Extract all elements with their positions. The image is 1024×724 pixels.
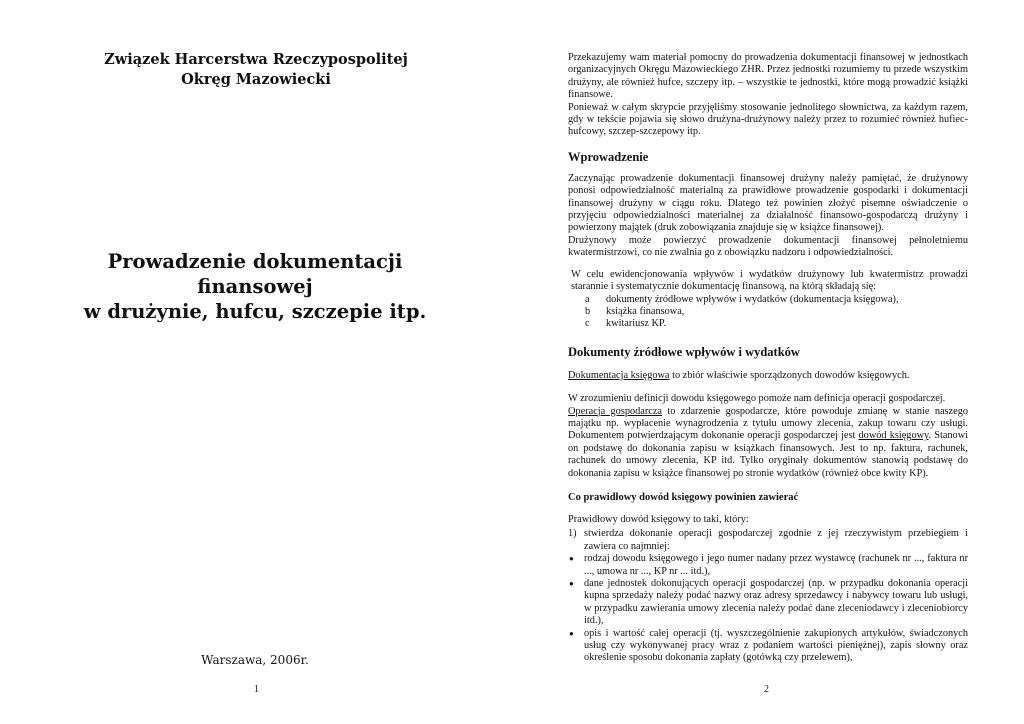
list-item-text: kwitariusz KP. (606, 318, 667, 330)
bullet-text: dane jednostek dokonujących operacji gospodarczej (np. w przypadku dokonania operacji kupna sprzedaży należy podać nazwy oraz adresy sprzedawcy i nabywcy towaru lub usługi, w przypadku zawierania umowy zlecenia należy podać dane zleceniodawcy i zleceniobiorcy itd.), (584, 578, 968, 627)
dowod-paragraph-intro: W zrozumieniu definicji dowodu księgowego pomoże nam definicja operacji gospodarczej. (568, 393, 946, 405)
bullet-text: rodzaj dowodu księgowego i jego numer nadany przez wystawcę (rachunek nr ..., faktura nr ..., umowa nr ..., KP nr ... itd.), (584, 553, 968, 577)
list-item (582, 306, 968, 318)
term-operacja-gospodarcza: Operacja gospodarcza (568, 405, 662, 417)
intro-paragraph-2: Ponieważ w całym skrypcie przyjęliśmy stosowanie jednolitego słownictwa, za każdym razem, gdy w tekście pojawia się słowo drużyna-drużynowy należy przez to rozumieć również hufiec-hufcowy, szczep-szczepowy itp. (568, 101, 968, 138)
title-line-2: finansowej (197, 275, 313, 298)
org-line-1: Związek Harcerstwa Rzeczypospolitej (104, 51, 408, 68)
title-line-3: w drużynie, hufcu, szczepie itp. (83, 300, 427, 323)
list-item-text: książka finansowa, (606, 305, 685, 317)
definition-text: to zbiór właściwie sporządzonych dowodów księgowych. (669, 369, 910, 381)
bullet-dot-icon: ● (569, 628, 574, 638)
intro-paragraph-1: Przekazujemy wam materiał pomocny do prowadzenia dokumentacji finansowej w jednostkach organizacyjnych Okręgu Mazowieckiego ZHR. Przez jednostki rozumiemy tu przede wszystkim drużyny, ale również hufce, szczepy itp. – wszystkie te jednostki, które mogą prowadzić książki finansowe. (568, 52, 968, 101)
document-title (60, 249, 450, 324)
list-item-label: b (585, 305, 591, 317)
place-date: Warszawa, 2006r. (201, 653, 309, 667)
wprowadzenie-paragraph-3: W celu ewidencjonowania wpływów i wydatków drużynowy lub kwatermistrz prowadzi starannie i systematycznie dokumentację finansową, na którą składają się: (571, 268, 968, 293)
heading-dokumenty-zrodlowe: Dokumenty źródłowe wpływów i wydatków (568, 344, 800, 359)
heading-co-powinien-zawierac: Co prawidłowy dowód księgowy powinien zawierać (568, 491, 799, 503)
organization-name (96, 50, 416, 90)
term-dokumentacja-ksiegowa: Dokumentacja księgowa (568, 369, 670, 381)
wprowadzenie-paragraph-2: Drużynowy może powierzyć prowadzenie dokumentacji finansowej pełnoletniemu kwatermistrzowi, co nie zwalnia go z obowiązku nadzoru i odpowiedzialności. (568, 234, 968, 259)
documentation-list (568, 294, 968, 331)
bullet-text: opis i wartość całej operacji (tj. wyszczególnienie zakupionych artykułów, świadczonych usług czy wykonywanej pracy wraz z podaniem wartości pieniężnej), zapis słowny oraz określenie sposobu dokonania zapłaty (gotówką czy przelewem), (584, 627, 968, 664)
right-page-content (568, 52, 968, 665)
co-intro: Prawidłowy dowód księgowy to taki, który: (568, 513, 749, 525)
bullet-item (568, 553, 968, 578)
org-line-2: Okręg Mazowiecki (181, 71, 331, 88)
list-item (582, 318, 968, 330)
numbered-item-text: stwierdza dokonanie operacji gospodarczej zgodnie z jej rzeczywistym przebiegiem i zawiera co najmniej: (584, 528, 968, 552)
dowod-text: . Stanowi on podstawę do dokonania zapisu w książkach finansowych. Jest to np. faktura, rachunek, rachunek do umowy zlecenia, KP itd. Tylko oryginały dokumentów stanowią podstawę do dokonania zapisu w książce finansowej po stronie wydatków (również obce kwity KP). (568, 430, 968, 479)
dokumentacja-definition (568, 370, 968, 382)
list-item-label: a (585, 293, 590, 305)
title-line-1: Prowadzenie dokumentacji (107, 250, 403, 273)
dowod-paragraph (568, 406, 968, 480)
page-number-left: 1 (254, 684, 259, 695)
term-dowod-ksiegowy: dowód księgowy (858, 430, 929, 442)
wprowadzenie-paragraph-1: Zaczynając prowadzenie dokumentacji finansowej drużyny należy pamiętać, że drużynowy ponosi odpowiedzialność materialną za prawidłowe prowadzenie gospodarki i dokumentacji finansowej drużyny w ciągu roku. Dlatego też powinien złożyć pisemne oświadczenie o przyjęciu odpowiedzialności materialnej za działalność finansowo-gospodarczą drużyny i powierzony majątek (druk zobowiązania znajduje się w książce finansowej). (568, 172, 968, 234)
numbered-item-label: 1) (568, 528, 577, 540)
bullet-dot-icon: ● (569, 579, 574, 588)
list-item-label: c (585, 318, 590, 330)
list-item-text: dokumenty źródłowe wpływów i wydatków (dokumentacja księgowa), (606, 293, 899, 305)
bullet-item (568, 578, 968, 628)
heading-wprowadzenie: Wprowadzenie (568, 149, 649, 164)
numbered-item (568, 528, 968, 553)
bullet-dot-icon: ● (569, 554, 574, 564)
bullet-item (568, 628, 968, 665)
operacja-text: to zdarzenie gospodarcze, które powoduje zmianę w stanie naszego majątku np. wypłacenie wynagrodzenia z tytułu umowy zlecenia, zakup towaru czy usługi. Dokumentem potwierdzającym dokonanie operacji gospodarczej jest (568, 405, 968, 442)
page-number-right: 2 (764, 684, 769, 695)
list-item (582, 294, 968, 306)
